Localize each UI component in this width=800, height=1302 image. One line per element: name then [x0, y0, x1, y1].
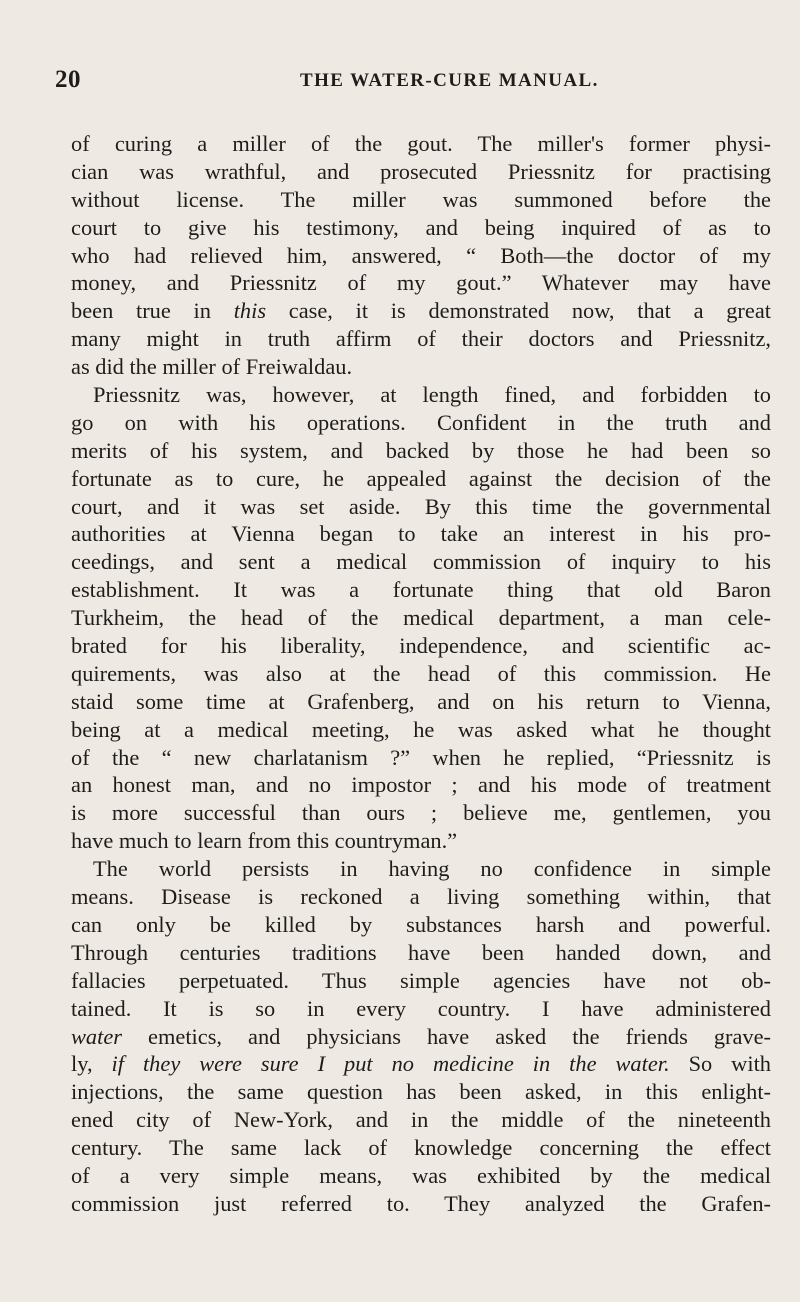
- text-line: of the “ new charlatanism ?” when he replied, “Priessnitz is: [71, 744, 771, 770]
- text-line: cian was wrathful, and prosecuted Priessnitz for practising: [71, 158, 771, 184]
- text-line: brated for his liberality, independence, and scientific ac-: [71, 633, 771, 659]
- text-line: ened city of New-York, and in the middle of the nineteenth: [71, 1107, 771, 1133]
- paragraph-start-line: The world persists in having no confidence in simple: [93, 856, 771, 882]
- text-line: without license. The miller was summoned before the: [71, 186, 771, 212]
- text-line: of a very simple means, was exhibited by the medical: [71, 1162, 771, 1188]
- text-line: can only be killed by substances harsh and powerful.: [71, 911, 771, 937]
- text-line: quirements, was also at the head of this commission. He: [71, 660, 771, 686]
- text-line: fallacies perpetuated. Thus simple agencies have not ob-: [71, 967, 771, 993]
- text-line: of curing a miller of the gout. The miller's former physi-: [71, 131, 771, 156]
- text-line: authorities at Vienna began to take an interest in his pro-: [71, 521, 771, 547]
- page-number: 20: [55, 66, 81, 93]
- paragraph-end-line: have much to learn from this countryman.”: [71, 828, 458, 854]
- text-line: go on with his operations. Confident in the truth and: [71, 409, 771, 435]
- text-line: staid some time at Grafenberg, and on his return to Vienna,: [71, 688, 771, 714]
- text-line: an honest man, and no impostor ; and his mode of treatment: [71, 772, 771, 798]
- running-head: [0, 66, 800, 96]
- text-line-with-italic: been true in this case, it is demonstrated now, that a great: [71, 298, 771, 324]
- body-text: [71, 130, 771, 1218]
- text-line: fortunate as to cure, he appealed against the decision of the: [71, 465, 771, 491]
- text-line: Through centuries traditions have been handed down, and: [71, 939, 771, 965]
- text-line: tained. It is so in every country. I have administered: [71, 995, 771, 1021]
- text-line: is more successful than ours ; believe me, gentlemen, you: [71, 800, 771, 826]
- text-line: commission just referred to. They analyzed the Grafen-: [71, 1190, 771, 1216]
- text-line: court, and it was set aside. By this time the governmental: [71, 493, 771, 519]
- text-line: ceedings, and sent a medical commission of inquiry to his: [71, 549, 771, 575]
- text-line-with-italic: water emetics, and physicians have asked the friends grave-: [71, 1023, 771, 1049]
- text-line: means. Disease is reckoned a living something within, that: [71, 884, 771, 910]
- text-line: who had relieved him, answered, “ Both—the doctor of my: [71, 242, 771, 268]
- text-line: establishment. It was a fortunate thing that old Baron: [71, 577, 771, 603]
- text-line: merits of his system, and backed by those he had been so: [71, 437, 771, 463]
- text-line: court to give his testimony, and being inquired of as to: [71, 214, 771, 240]
- italic-emphasis: water: [71, 1023, 123, 1049]
- running-title: THE WATER-CURE MANUAL.: [300, 70, 599, 91]
- paragraph-start-line: Priessnitz was, however, at length fined, and forbidden to: [93, 382, 771, 408]
- paragraph-end-line: as did the miller of Freiwaldau.: [71, 354, 353, 380]
- text-line: money, and Priessnitz of my gout.” Whatever may have: [71, 270, 771, 296]
- text-line: injections, the same question has been asked, in this enlight-: [71, 1079, 771, 1105]
- text-line: many might in truth affirm of their doctors and Priessnitz,: [71, 326, 771, 352]
- text-line: being at a medical meeting, he was asked what he thought: [71, 716, 771, 742]
- text-line: century. The same lack of knowledge concerning the effect: [71, 1135, 771, 1161]
- text-line: Turkheim, the head of the medical department, a man cele-: [71, 605, 771, 631]
- text-line-with-italic: ly, if they were sure I put no medicine in the water. So with: [71, 1051, 771, 1077]
- italic-emphasis: this: [233, 298, 267, 324]
- italic-emphasis: if they were sure I put no medicine in the water.: [111, 1051, 670, 1077]
